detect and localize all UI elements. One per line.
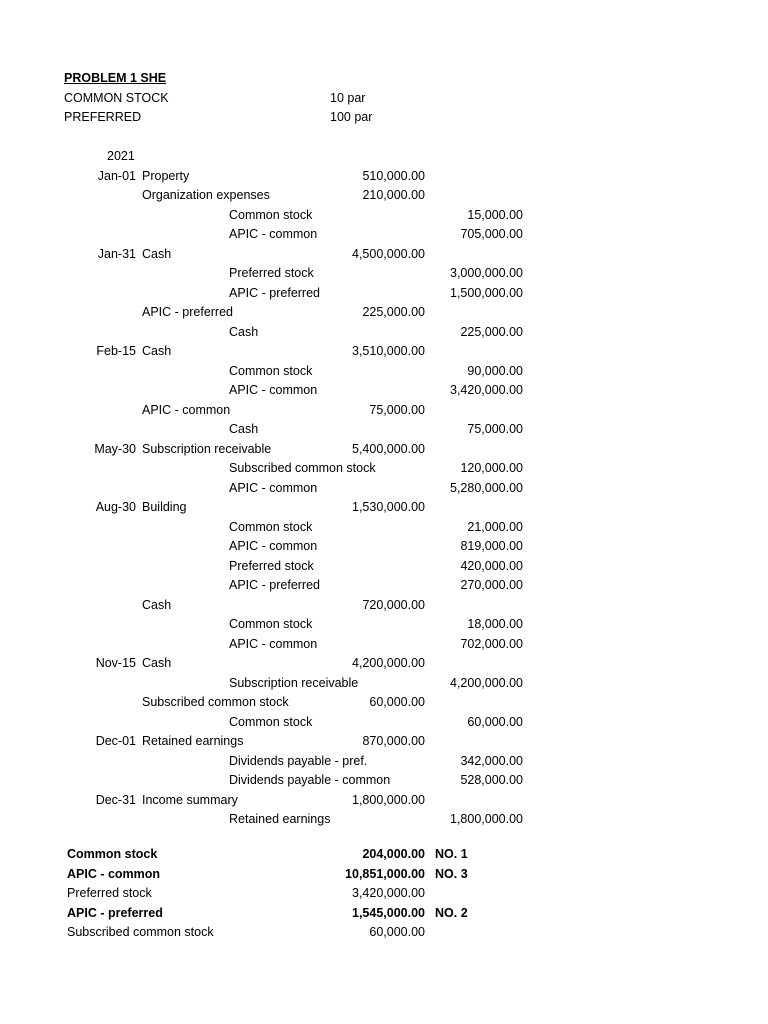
credit-amount: 75,000.00 — [467, 422, 523, 436]
debit-amount: 870,000.00 — [362, 734, 425, 748]
credit-amount: 3,000,000.00 — [450, 266, 523, 280]
journal-row — [0, 342, 768, 362]
journal-row — [0, 323, 768, 343]
account-name: APIC - common — [229, 383, 318, 397]
debit-amount: 210,000.00 — [362, 188, 425, 202]
journal-row — [0, 596, 768, 616]
account-name: APIC - common — [229, 636, 318, 651]
account-name: Income summary — [142, 792, 238, 807]
journal-row — [0, 654, 768, 674]
account-name: Retained earnings — [142, 734, 244, 748]
credit-amount: 60,000.00 — [467, 714, 523, 729]
journal-row — [0, 206, 768, 226]
journal-row — [0, 576, 768, 596]
credit-amount: 342,000.00 — [460, 753, 523, 768]
credit-amount: 420,000.00 — [460, 558, 523, 573]
credit-amount: 819,000.00 — [460, 539, 523, 553]
year-label: 2021 — [107, 149, 135, 163]
journal-row — [0, 440, 768, 460]
account-name: Cash — [229, 324, 259, 339]
credit-amount: 120,000.00 — [460, 461, 523, 475]
summary-label: APIC - common — [67, 866, 161, 881]
credit-amount: 705,000.00 — [460, 227, 523, 241]
journal-row — [0, 264, 768, 284]
summary-amount: 3,420,000.00 — [352, 886, 425, 900]
account-name: APIC - preferred — [229, 285, 321, 300]
journal-row — [0, 401, 768, 421]
journal-row — [0, 167, 768, 187]
journal-row — [0, 303, 768, 323]
credit-amount: 1,500,000.00 — [450, 285, 523, 300]
journal-row — [0, 615, 768, 635]
credit-amount: 225,000.00 — [460, 324, 523, 339]
debit-amount: 5,400,000.00 — [352, 441, 425, 456]
journal-row — [0, 284, 768, 304]
journal-row — [0, 498, 768, 518]
journal-row — [0, 420, 768, 440]
journal-row — [0, 771, 768, 791]
debit-amount: 1,800,000.00 — [352, 792, 425, 807]
account-name: Preferred stock — [229, 558, 314, 573]
debit-amount: 720,000.00 — [362, 597, 425, 612]
account-name: Common stock — [229, 714, 313, 729]
summary-amount: 204,000.00 — [362, 847, 425, 861]
summary-note: NO. 2 — [435, 905, 468, 920]
credit-amount: 702,000.00 — [460, 636, 523, 651]
debit-amount: 3,510,000.00 — [352, 344, 425, 358]
credit-amount: 5,280,000.00 — [450, 480, 523, 495]
journal-row — [0, 635, 768, 655]
journal-row — [0, 752, 768, 772]
summary-label: Preferred stock — [67, 886, 152, 900]
account-name: Subscribed common stock — [142, 695, 289, 709]
account-name: Retained earnings — [229, 812, 331, 826]
account-name: APIC - preferred — [142, 305, 234, 319]
journal-row — [0, 810, 768, 830]
summary-amount: 1,545,000.00 — [352, 905, 425, 920]
debit-amount: 60,000.00 — [369, 695, 425, 709]
journal-row — [0, 557, 768, 577]
summary-amount: 10,851,000.00 — [345, 866, 425, 881]
summary-note: NO. 3 — [435, 866, 468, 881]
summary-label: Subscribed common stock — [67, 925, 214, 939]
summary-row — [0, 904, 768, 924]
account-name: Cash — [229, 422, 259, 436]
credit-amount: 270,000.00 — [460, 578, 523, 592]
debit-amount: 1,530,000.00 — [352, 500, 425, 514]
problem-title: PROBLEM 1 SHE — [64, 71, 167, 85]
summary-label: APIC - preferred — [67, 905, 163, 920]
account-name: APIC - preferred — [229, 578, 321, 592]
account-name: APIC - common — [229, 480, 318, 495]
journal-row — [0, 791, 768, 811]
entry-date: Feb-15 — [96, 344, 136, 358]
entry-date: Dec-31 — [95, 792, 136, 807]
journal-row — [0, 693, 768, 713]
summary-row — [0, 865, 768, 885]
credit-amount: 3,420,000.00 — [450, 383, 523, 397]
credit-amount: 18,000.00 — [467, 617, 523, 631]
common-stock-par: 10 par — [330, 91, 366, 105]
journal-row — [0, 537, 768, 557]
account-name: Common stock — [229, 519, 313, 534]
journal-row — [0, 518, 768, 538]
journal-row — [0, 362, 768, 382]
summary-row — [0, 845, 768, 865]
journal-row — [0, 225, 768, 245]
credit-amount: 15,000.00 — [467, 207, 523, 222]
account-name: Subscription receivable — [142, 441, 272, 456]
entry-date: Jan-31 — [97, 246, 136, 261]
account-name: Dividends payable - pref. — [229, 753, 368, 768]
summary-amount: 60,000.00 — [369, 925, 425, 939]
debit-amount: 510,000.00 — [362, 168, 425, 183]
account-name: Preferred stock — [229, 266, 314, 280]
summary-row — [0, 923, 768, 943]
summary-row — [0, 884, 768, 904]
account-name: APIC - common — [229, 227, 318, 241]
preferred-label: PREFERRED — [64, 110, 142, 124]
account-name: Common stock — [229, 363, 313, 378]
journal-row — [0, 674, 768, 694]
account-name: Common stock — [229, 617, 313, 631]
debit-amount: 4,200,000.00 — [352, 656, 425, 670]
debit-amount: 4,500,000.00 — [352, 246, 425, 261]
account-name: APIC - common — [229, 539, 318, 553]
account-name: Organization expenses — [142, 188, 270, 202]
credit-amount: 21,000.00 — [467, 519, 523, 534]
debit-amount: 225,000.00 — [362, 305, 425, 319]
account-name: Cash — [142, 656, 172, 670]
account-name: Subscription receivable — [229, 675, 359, 690]
credit-amount: 4,200,000.00 — [450, 675, 523, 690]
account-name: Subscribed common stock — [229, 461, 376, 475]
credit-amount: 90,000.00 — [467, 363, 523, 378]
credit-amount: 528,000.00 — [460, 773, 523, 787]
preferred-par: 100 par — [330, 110, 373, 124]
common-stock-label: COMMON STOCK — [64, 91, 169, 105]
account-name: Dividends payable - common — [229, 773, 391, 787]
entry-date: Aug-30 — [95, 500, 136, 514]
journal-row — [0, 713, 768, 733]
journal-row — [0, 459, 768, 479]
account-name: Common stock — [229, 207, 313, 222]
account-name: Cash — [142, 246, 172, 261]
entry-date: Nov-15 — [95, 656, 136, 670]
journal-row — [0, 245, 768, 265]
debit-amount: 75,000.00 — [369, 402, 425, 417]
summary-note: NO. 1 — [435, 847, 468, 861]
account-name: APIC - common — [142, 402, 231, 417]
credit-amount: 1,800,000.00 — [450, 812, 523, 826]
account-name: Property — [142, 168, 190, 183]
entry-date: Dec-01 — [95, 734, 136, 748]
journal-row — [0, 732, 768, 752]
journal-row — [0, 381, 768, 401]
account-name: Cash — [142, 344, 172, 358]
account-name: Cash — [142, 597, 172, 612]
entry-date: Jan-01 — [97, 168, 136, 183]
journal-row — [0, 186, 768, 206]
account-name: Building — [142, 500, 187, 514]
summary-label: Common stock — [67, 847, 158, 861]
journal-row — [0, 479, 768, 499]
entry-date: May-30 — [94, 441, 136, 456]
